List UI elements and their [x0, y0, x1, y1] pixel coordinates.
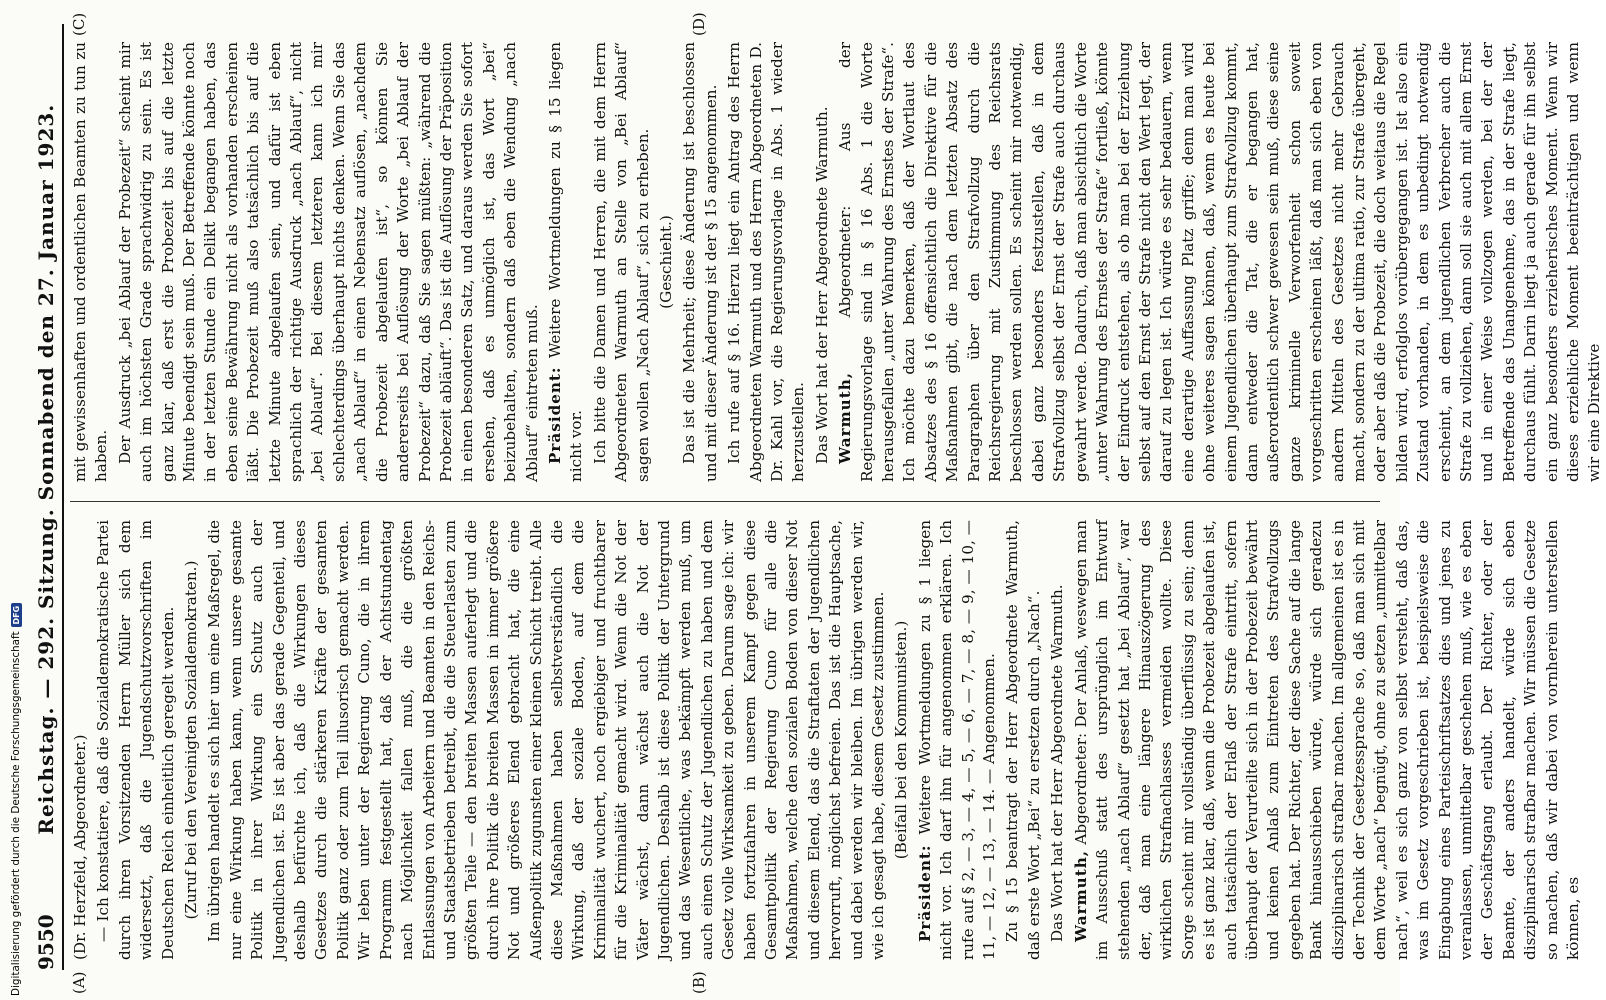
speech-paragraph: [915, 520, 1001, 960]
interjection: (Geschieht.): [656, 215, 675, 309]
paragraph: Das ist die Mehrheit; diese Änderung ist beschlossen und mit dieser Änderung ist der § 15 angenommen.: [680, 42, 720, 482]
margin-letter-d: (D): [690, 12, 708, 36]
column-divider: [70, 501, 1380, 502]
speaker-role: Abgeordneter.): [71, 734, 89, 851]
speech-paragraph: [1071, 520, 1585, 960]
digitization-credit: [2, 600, 28, 996]
margin-letter-a: (A): [70, 971, 88, 994]
speaker-name: Warmuth,: [1071, 849, 1090, 942]
speaker-name: Präsident:: [915, 844, 934, 942]
speech-paragraph: [545, 42, 588, 482]
paragraph: — Ich konstatiere, daß die Sozialdemokratische Partei durch ihren Vorsitzenden Herrn Müller sich dem widersetzt, daß die Jugendschutzvorschriften im Deutschen Reich einheitlich geregelt werden.: [94, 520, 177, 960]
speech-text: Weitere Wortmeldungen zu § 15 liegen nicht vor.: [545, 41, 586, 482]
paragraph: Im übrigen handelt es sich hier um eine Maßregel, die nur eine Wirkung haben kann, wenn unsere gesamte Politik in ihrer Wirkung ein Schutz auch der Jugendlichen ist. Es ist aber das gerade Gegenteil, und deshalb befürchte ich, daß die Wirkungen dieses Gesetzes durch die stärkeren Kräfte der gesamten Politik ganz oder zum Teil illusorisch gemacht werden. Wir leben unter der Regierung Cuno, die in ihrem Programm festgestellt hat, daß der Achtstundentag nach Möglichkeit fallen muß, die die größten Entlassungen von Arbeitern und Beamten in den Reichs- und Staatsbetrieben betreibt, die die Steuerlasten zum größten Teile — den breiten Massen auferlegt und die durch ihre Politik die breiten Massen in immer größere Not und größeres Elend gebracht hat, die eine Außenpolitik zugunsten einer kleinen Schicht treibt. Alle diese Maßnahmen haben selbstverständlich die Wirkung, daß der soziale Boden, auf dem die Kriminalität wuchert, noch ergiebiger und fruchtbarer für die Kriminalität gemacht wird. Wenn die Not der Väter wächst, dann wächst auch die Not der Jugendlichen. Deshalb ist diese Politik der Untergrund und das Wesentliche, was bekämpft werden muß, um auch einen Schutz der Jugendlichen zu haben und dem Gesetz volle Wirksamkeit zu geben. Darum sage ich: wir haben fortzufahren in unserem Kampf gegen diese Gesamtpolitik der Regierung Cuno für alle die Maßnahmen, welche den sozialen Boden von dieser Not und diesem Elend, das die Straftaten der Jugendlichen hervorruft, möglichst befreien. Das ist die Hauptsache, und dabei werden wir bleiben. Im übrigen werden wir, wie ich gesagt habe, diesem Gesetz zustimmen.: [205, 520, 888, 960]
right-text-column: [70, 41, 1604, 482]
speech-text: Weitere Wortmeldungen zu § 1 liegen nicht vor. Ich darf ihn für angenommen erklären. Ich rufe auf § 2, — 3, — 4, — 5, — 6, — 7, — 8, — 9, — 10, — 11, — 12, — 13, — 14. — Angenommen.: [915, 520, 999, 960]
margin-letter-c: (C): [70, 12, 88, 36]
interjection: (Beifall bei den Kommunisten.): [892, 620, 911, 860]
interjection: (Zuruf bei den Vereinigten Sozialdemokraten.): [182, 560, 201, 920]
speech-paragraph: [835, 42, 1606, 482]
paragraph: Das Wort hat der Herr Abgeordnete Warmuth.: [812, 106, 831, 464]
speaker-name: Präsident:: [545, 366, 564, 464]
paragraph: Das Wort hat der Herr Abgeordnete Warmuth.: [1048, 584, 1067, 942]
speech-text: Abgeordneter: Der Anlaß, weswegen man im Ausschuß statt des ursprünglich im Entwurf stehenden „nach Ablauf“ gesetzt hat „bei Ablauf“, war der, daß man eine längere Hinauszögerung des wirklichen Strafnachlasses vermeiden wollte. Diese Sorge scheint mir vollständig überflüssig zu sein; denn es ist ganz klar, daß, wenn die Probezeit abgelaufen ist, auch tatsächlich der Erlaß der Strafe eintritt, sofern überhaupt der Verurteilte sich in der Probezeit bewährt und keinen Anlaß zum Eintreten des Strafvollzugs gegeben hat. Der Richter, der diese Sache auf die lange Bank hinausschieben würde, würde sich geradezu disziplinarisch strafbar machen. Im allgemeinen ist es in der Technik der Gesetzessprache so, daß man sich mit dem Worte „nach“ begnügt, ohne zu setzen „unmittelbar nach“, weil es sich ganz von selbst versteht, daß das, was im Gesetz vorgeschrieben ist, beispielsweise die Eingabung eines Parteischriftsatzes dies und jenes zu veranlassen, unmittelbar geschehen muß, wie es eben der Geschäftsgang erlaubt. Der Richter, oder der Beamte, der anders handelt, würde sich eben disziplinarisch strafbar machen. Wir müssen die Gesetze so machen, daß wir dabei von vornherein unterstellen können, es: [1071, 520, 1583, 960]
paragraph: Der Ausdruck „bei Ablauf der Probezeit“ scheint mir auch im höchsten Grade sprachwidrig zu sein. Es ist ganz klar, daß erst die Probezeit bis auf die letzte Minute beendigt sein muß. Der Betreffende könnte noch in der letzten Stunde ein Delikt begangen haben, das eben seine Bewährung nicht als vorhanden erscheinen läßt. Die Probezeit muß also tatsächlich bis auf die letzte Minute abgelaufen sein, und dafür ist eben sprachlich der richtige Ausdruck „nach Ablauf“, nicht „bei Ablauf“. Bei diesem letzteren kann ich mir schlechterdings überhaupt nichts denken. Wenn Sie das „nach Ablauf“ in einen Nebensatz auflösen, „nachdem die Probezeit abgelaufen ist“, so können Sie andererseits bei Auflösung der Worte „bei Ablauf der Probezeit“ dazu, daß Sie sagen müßten: „während die Probezeit abläuft“. Das ist die Auflösung der Präposition in einen besonderen Satz, und daraus werden Sie sofort ersehen, daß es unmöglich ist, das Wort „bei“ beizubehalten, sondern daß eben die Wendung „nach Ablauf“ eintreten muß.: [115, 42, 541, 482]
margin-letter-b: (B): [690, 971, 708, 994]
dfg-logo: DFG: [11, 603, 22, 628]
speaker-name: (Dr. Herzfeld,: [71, 855, 89, 960]
left-text-column: [70, 520, 1583, 960]
paragraph: mit gewissenhaften und ordentlichen Beamten zu tun zu haben.: [71, 42, 111, 482]
speaker-name: Warmuth,: [836, 371, 855, 464]
speaker-line: [70, 520, 91, 960]
speech-text: Abgeordneter: Aus der Regierungsvorlage sind in § 16 Abs. 1 die Worte herausgefallen „unter Wahrung des Ernstes der Strafe“. Ich möchte dazu bemerken, daß der Wortlaut des Absatzes des § 16 offensichtlich die Direktive für die Maßnahmen gibt, die nach dem letzten Absatz des Paragraphen über den Strafvollzug durch die Reichsregierung mit Zustimmung des Reichsrats beschlossen werden sollen. Es scheint mir notwendig, dabei ganz besonders festzustellen, daß in dem Strafvollzug selbst der Ernst der Strafe auch durchaus gewahrt werde. Dadurch, daß man absichtlich die Worte „unter Wahrung des Ernstes der Strafe“ fortließ, könnte der Eindruck entstehen, als ob man bei der Erziehung selbst auf den Ernst der Strafe nicht den Wert legt, der darauf zu legen ist. Ich würde es sehr bedauern, wenn eine derartige Auffassung Platz griffe; denn man wird ohne weiteres sagen können, daß, wenn es heute bei einem Jugendlichen überhaupt zum Strafvollzug kommt, dann entweder die Tat, die er begangen hat, außerordentlich schwer gewesen sein muß, diese seine ganze kriminelle Verworfenheit schon soweit vorgeschritten erscheinen läßt, daß man sich eben von andern Mitteln des Gesetzes nicht mehr Gebrauch macht, sondern zu der ultima ratio, zur Strafe übergeht, oder aber daß die Probezeit, die doch weitaus die Regel bilden wird, erfolglos vorübergegangen ist. Ist also ein Zustand vorhanden, in dem es unbedingt notwendig erscheint, an dem jugendlichen Verbrecher auch die Strafe zu vollziehen, dann soll sie auch mit allem Ernst und in einer Weise vollzogen werden, bei der der Betreffende das Unangenehme, das in der Strafe liegt, durchaus fühlt. Darin liegt ja auch gerade für ihn selbst ein ganz besonders erzieherisches Moment. Wenn wir dieses erziehliche Moment beeinträchtigen und wenn wir eine Direktive: [836, 42, 1604, 482]
page-number: 9550: [34, 914, 58, 970]
paragraph: Zu § 15 beantragt der Herr Abgeordnete Warmuth, daß erste Wort „Bei“ zu ersetzen durch „Nach“.: [1003, 520, 1043, 960]
page-title: Reichstag. — 292. Sitzung. Sonnabend den 27. Januar 1923.: [34, 103, 58, 835]
credit-text: Digitalisierung gefördert durch die Deutsche Forschungsgemeinschaft: [10, 631, 22, 996]
paragraph: Ich bitte die Damen und Herren, die mit dem Herrn Abgeordneten Warmuth an Stelle von „Bei Ablauf“ sagen wollen „Nach Ablauf“, sich zu erheben.: [590, 42, 652, 482]
paragraph: Ich rufe auf § 16. Hierzu liegt ein Antrag des Herrn Abgeordneten Warmuth und des Herrn Abgeordneten D. Dr. Kahl vor, die Regierungsvorlage in Abs. 1 wieder herzustellen.: [725, 42, 808, 482]
